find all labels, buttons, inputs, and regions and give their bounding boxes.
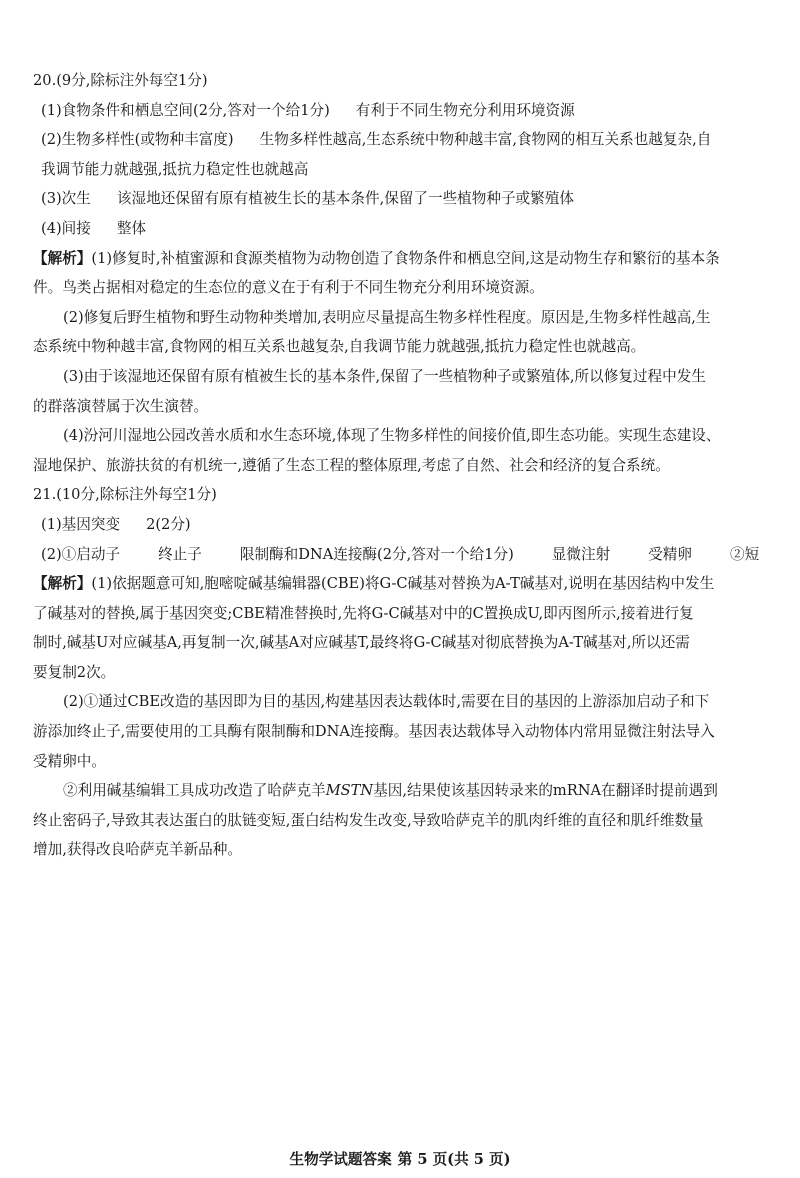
q20-answer-4-b: 整体 [116,219,147,237]
q21-analysis-8 [33,776,770,806]
q21-analysis-8-a: ②利用碱基编辑工具成功改造了哈萨克羊 [63,782,326,800]
q20-analysis-1 [33,244,770,274]
footer-page-number: 第 5 页(共 5 页) [397,1151,511,1168]
q21-answer-1 [33,510,770,540]
footer-subject: 生物学试题答案 [289,1151,392,1168]
q20-answer-2-b: 生物多样性越高,生态系统中物种越丰富,食物网的相互关系也越复杂,自 [259,131,712,149]
q20-analysis-7: (4)汾河川湿地公园改善水质和水生态环境,体现了生物多样性的间接价值,即生态功能。实现生态建设、 [63,427,721,445]
page-footer [0,1148,800,1169]
q20-analysis-5: (3)由于该湿地还保留有原有植被生长的基本条件,保留了一些植物种子或繁殖体,所以修复过程中发生 [63,367,706,385]
q21-analysis-5: (2)①通过CBE改造的基因即为目的基因,构建基因表达载体时,需要在目的基因的上游添加启动子和下 [63,693,710,711]
q21-answer-1-b: 2(2分) [146,515,191,533]
q20-header: 20.(9分,除标注外每空1分) [33,72,208,89]
q20-answer-4 [33,214,770,244]
q21-analysis-3: 制时,碱基U对应碱基A,再复制一次,碱基A对应碱基T,最终将G-C碱基对彻底替换为A-T碱基对,所以还需 [33,634,690,652]
q21-answer-2 [33,540,770,570]
q21-answer-2-d: 显微注射 [551,545,611,563]
gene-name-mstn: MSTN [325,782,374,800]
q20-analysis-3: (2)修复后野生植物和野生动物种类增加,表明应尽量提高生物多样性程度。原因是,生物多样性越高,生 [63,308,711,326]
q21-analysis-1-text: (1)依据题意可知,胞嘧啶碱基编辑器(CBE)将G-C碱基对替换为A-T碱基对,说明在基因结构中发生 [91,575,715,593]
q20-answer-2-a: (2)生物多样性(或物种丰富度) [41,131,234,149]
q21-analysis-2: 了碱基对的替换,属于基因突变;CBE精准替换时,先将G-C碱基对中的C置换成U,即丙图所示,接着进行复 [33,604,694,622]
q21-answer-2-e: 受精卵 [648,545,692,563]
q21-answer-2-b: 终止子 [158,545,202,563]
q21-analysis-10: 增加,获得改良哈萨克羊新品种。 [33,841,242,859]
q20-analysis-label: 【解析】 [33,249,92,267]
q20-answer-3-b: 该湿地还保留有原有植被生长的基本条件,保留了一些植物种子或繁殖体 [116,190,574,208]
q21-analysis-9: 终止密码子,导致其表达蛋白的肽链变短,蛋白结构发生改变,导致哈萨克羊的肌肉纤维的直径和肌纤维数量 [33,811,704,829]
q20-answer-3 [33,184,770,214]
q20-answer-1 [33,96,770,126]
q20-analysis-1-text: (1)修复时,补植蜜源和食源类植物为动物创造了食物条件和栖息空间,这是动物生存和繁衍的基本条 [91,249,720,267]
q20-answer-1-a: (1)食物条件和栖息空间(2分,答对一个给1分) [41,101,330,119]
q21-header: 21.(10分,除标注外每空1分) [33,486,217,504]
q20-answer-3-a: (3)次生 [41,190,91,208]
q21-analysis-7: 受精卵中。 [33,752,106,770]
q20-analysis-6: 的群落演替属于次生演替。 [33,397,209,415]
q21-analysis-4: 要复制2次。 [33,663,116,681]
q21-analysis-1 [33,569,770,599]
q21-analysis-label: 【解析】 [33,575,92,593]
q21-analysis-8-b: 基因,结果使该基因转录来的mRNA在翻译时提前遇到 [373,782,718,800]
q20-answer-2 [33,125,770,155]
q20-answer-4-a: (4)间接 [41,219,91,237]
q20-answer-1-b: 有利于不同生物充分利用环境资源 [355,101,575,119]
q21-answer-2-c: 限制酶和DNA连接酶(2分,答对一个给1分) [239,545,514,563]
q20-analysis-2: 件。鸟类占据相对稳定的生态位的意义在于有利于不同生物充分利用环境资源。 [33,279,544,297]
q20-answer-2-cont: 我调节能力就越强,抵抗力稳定性也就越高 [41,160,309,178]
q21-analysis-6: 游添加终止子,需要使用的工具酶有限制酶和DNA连接酶。基因表达载体导入动物体内常用显微注射法导入 [33,723,715,741]
q21-answer-1-a: (1)基因突变 [41,515,121,533]
q21-answer-2-f: ②短 [729,545,760,563]
q20-analysis-8: 湿地保护、旅游扶贫的有机统一,遵循了生态工程的整体原理,考虑了自然、社会和经济的复合系统。 [33,456,670,474]
q20-analysis-4: 态系统中物种越丰富,食物网的相互关系也越复杂,自我调节能力就越强,抵抗力稳定性也就越高。 [33,338,646,356]
q21-answer-2-a: (2)①启动子 [41,545,121,563]
